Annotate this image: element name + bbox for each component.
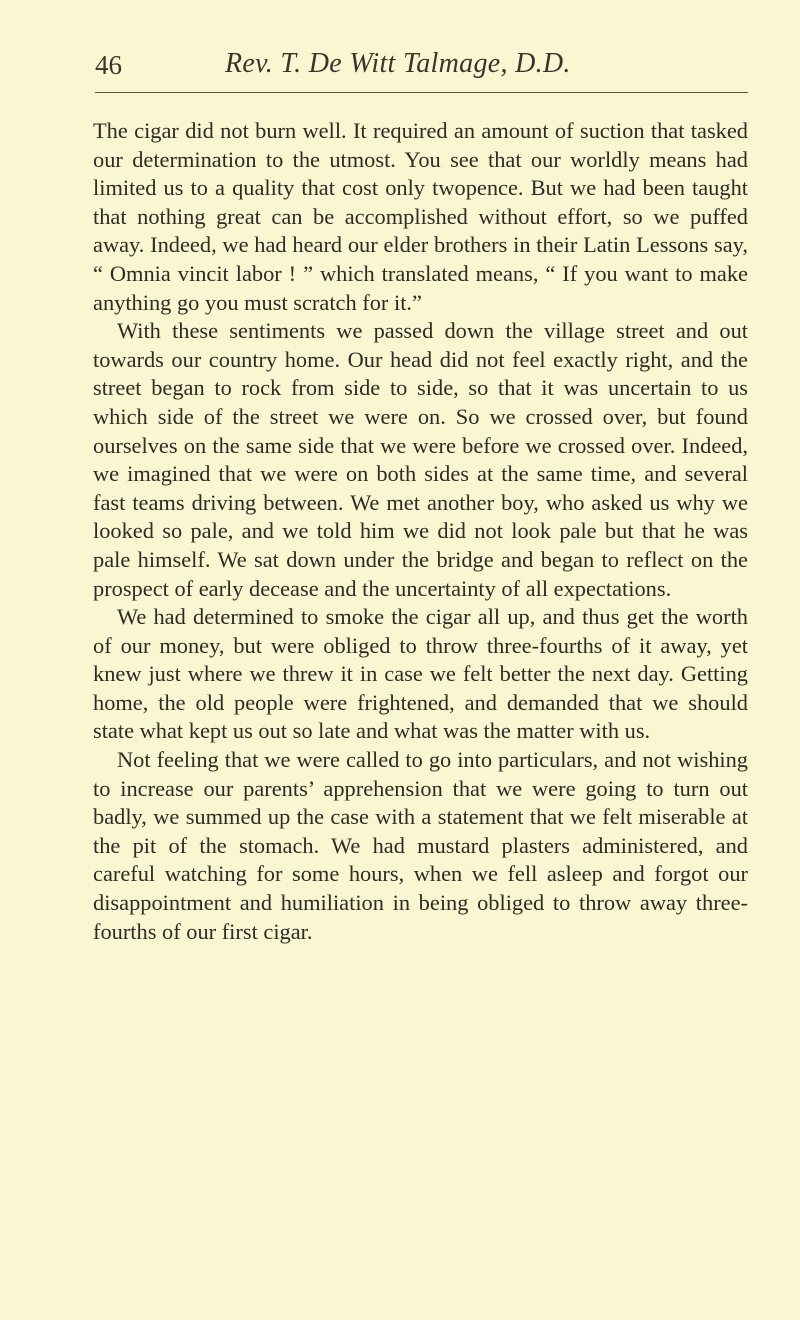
paragraph: The cigar did not burn well. It required an amount of suction that tasked our determination to the utmost. You see that our worldly means had limited us to a quality that cost only twopence. But we had been taught that nothing great can be accomplished without effort, so we puffed away. Indeed, we had heard our elder brothers in their Latin Lessons say, “ Omnia vincit labor ! ” which translated means, “ If you want to make anything go you must scratch for it.” bbox=[93, 118, 748, 315]
paragraph: We had determined to smoke the cigar all up, and thus get the worth of our money, but were obliged to throw three-fourths of it away, yet knew just where we threw it in case we felt better the next day. Getting home, the old people were frightened, and demanded that we should state what kept us out so late and what was the matter with us. bbox=[93, 604, 748, 744]
running-head: Rev. T. De Witt Talmage, D.D. bbox=[225, 48, 571, 79]
page-header bbox=[95, 38, 745, 86]
header-rule bbox=[95, 92, 748, 93]
paragraph: Not feeling that we were called to go into particulars, and not wishing to increase our parents’ apprehension that we were going to turn out badly, we summed up the case with a statement that we felt miserable at the pit of the stomach. We had mustard plasters administered, and careful watching for some hours, when we fell asleep and forgot our disappointment and humiliation in being obliged to throw away three-fourths of our first cigar. bbox=[93, 747, 748, 944]
body-text bbox=[93, 117, 748, 946]
page-number: 46 bbox=[95, 50, 122, 80]
paragraph: With these sentiments we passed down the village street and out towards our country home. Our head did not feel exactly right, and the street began to rock from side to side, so that it was uncertain to us which side of the street we were on. So we crossed over, but found ourselves on the same side that we were before we crossed over. Indeed, we imagined that we were on both sides at the same time, and several fast teams driving between. We met another boy, who asked us why we looked so pale, and we told him we did not look pale but that he was pale himself. We sat down under the bridge and began to reflect on the prospect of early decease and the uncertainty of all expectations. bbox=[93, 318, 748, 601]
